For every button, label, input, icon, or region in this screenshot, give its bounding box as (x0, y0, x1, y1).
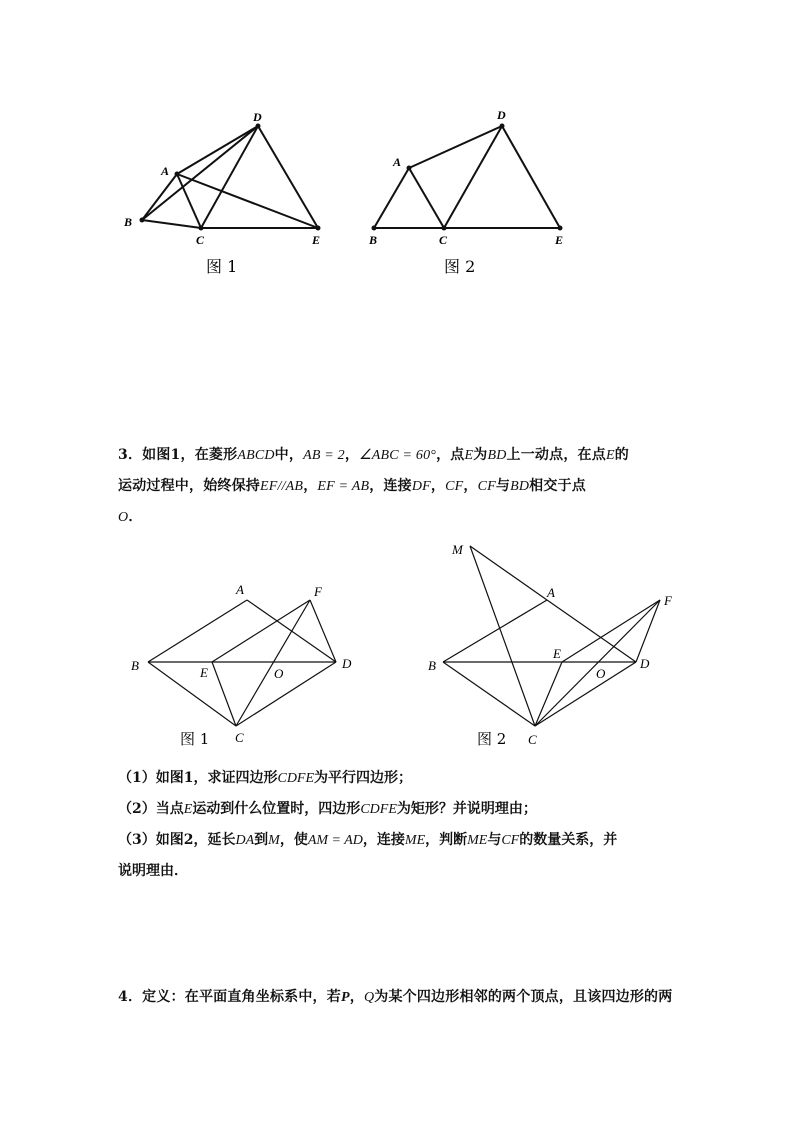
text: （3）如图2，延长 (118, 832, 236, 848)
point-label-O: O (596, 666, 606, 681)
math-O: O (118, 510, 129, 525)
point-label-A: A (393, 155, 402, 169)
math-AM-eq-AD: AM = AD (307, 833, 363, 848)
text: 的数量关系，并 (519, 832, 618, 848)
question-1 (118, 763, 688, 794)
text: 为 (473, 447, 488, 463)
point-label-B: B (369, 233, 378, 247)
text: ， (344, 447, 360, 463)
point-label-D: D (640, 656, 650, 671)
figure-caption: 图 2 (444, 257, 476, 276)
text: 上一动点，在点 (506, 447, 606, 463)
math-P: P (340, 990, 350, 1005)
text: ． (128, 509, 143, 525)
math-CF: CF (445, 479, 464, 494)
math-E: E (605, 448, 615, 463)
text: 到 (254, 832, 269, 848)
text: 为平行四边形； (314, 770, 413, 786)
text: 中， (274, 447, 304, 463)
problem-number: 3． (118, 447, 143, 463)
problem-4-statement (118, 982, 688, 1013)
text: （1）如图1，求证四边形 (118, 770, 278, 786)
text: 说明理由． (118, 863, 188, 879)
point-label-M: M (452, 542, 463, 557)
text: 的 (614, 447, 629, 463)
math-DF: DF (411, 479, 431, 494)
math-EF-eq-AB: EF = AB (317, 479, 370, 494)
point-label-D: D (342, 656, 352, 671)
figure-caption: 图 1 (206, 257, 238, 276)
text: ， (430, 478, 446, 494)
point-label-C: C (196, 233, 205, 247)
math-ME: ME (467, 833, 488, 848)
point-label-D: D (497, 108, 506, 122)
problem-3-questions (118, 763, 688, 887)
math-Q: Q (363, 990, 375, 1005)
math-CF: CF (501, 833, 520, 848)
text: ，连接 (369, 478, 412, 494)
math-CF: CF (477, 479, 496, 494)
text: ，连接 (362, 832, 405, 848)
text: 与 (495, 478, 511, 494)
problem-number: 4． (118, 989, 143, 1005)
text: ，点 (436, 447, 465, 463)
math-CDFE: CDFE (277, 771, 315, 786)
text: ， (349, 989, 364, 1005)
text: 运动到什么位置时，四边形 (192, 801, 361, 817)
text: ， (463, 478, 478, 494)
text: 为某个四边形相邻的两个顶点，且该四边形的两 (374, 989, 673, 1005)
point-label-A: A (161, 164, 170, 178)
point-label-E: E (312, 233, 321, 247)
text: 定义：在平面直角坐标系中，若 (142, 989, 341, 1005)
text: 为矩形？并说明理由； (396, 801, 537, 817)
math-ME: ME (404, 833, 426, 848)
text: ，判断 (425, 832, 468, 848)
math-EF-parallel-AB: EF//AB (260, 479, 304, 494)
math-BD: BD (510, 479, 530, 494)
point-label-F: F (314, 584, 322, 599)
point-label-E: E (553, 646, 561, 661)
math-M: M (268, 833, 280, 848)
problem-4-line-1 (118, 982, 688, 1013)
point-label-B: B (124, 215, 133, 229)
figure-caption: 图 1 (180, 730, 210, 748)
point-label-B: B (428, 658, 436, 673)
point-label-C: C (439, 233, 448, 247)
text: ，使 (279, 832, 308, 848)
math-E: E (464, 448, 474, 463)
point-label-B: B (131, 658, 139, 673)
text: 与 (487, 832, 502, 848)
text: ， (303, 478, 318, 494)
question-3 (118, 825, 688, 856)
point-label-E: E (555, 233, 564, 247)
point-label-D: D (253, 110, 262, 124)
question-2 (118, 794, 688, 825)
point-label-A: A (547, 585, 555, 600)
point-label-A: A (236, 582, 244, 597)
text: （2）当点 (118, 801, 184, 817)
math-E: E (183, 802, 193, 817)
point-label-C: C (235, 730, 244, 745)
text: 运动过程中，始终保持 (118, 478, 260, 494)
math-CDFE: CDFE (360, 802, 397, 817)
point-label-O: O (274, 666, 284, 681)
text: 相交于点 (529, 478, 586, 494)
figure-caption: 图 2 (477, 730, 507, 748)
math-DA: DA (235, 833, 255, 848)
math-BD: BD (487, 448, 507, 463)
text: 如图1，在菱形 (142, 447, 238, 463)
math-AB-eq-2: AB = 2 (303, 448, 345, 463)
point-label-C: C (528, 732, 537, 747)
question-3-cont (118, 856, 688, 887)
point-label-F: F (664, 593, 672, 608)
math-ABCD: ABCD (237, 448, 275, 463)
math-angle-ABC: ∠ABC = 60° (359, 448, 437, 463)
point-label-E: E (200, 665, 208, 680)
